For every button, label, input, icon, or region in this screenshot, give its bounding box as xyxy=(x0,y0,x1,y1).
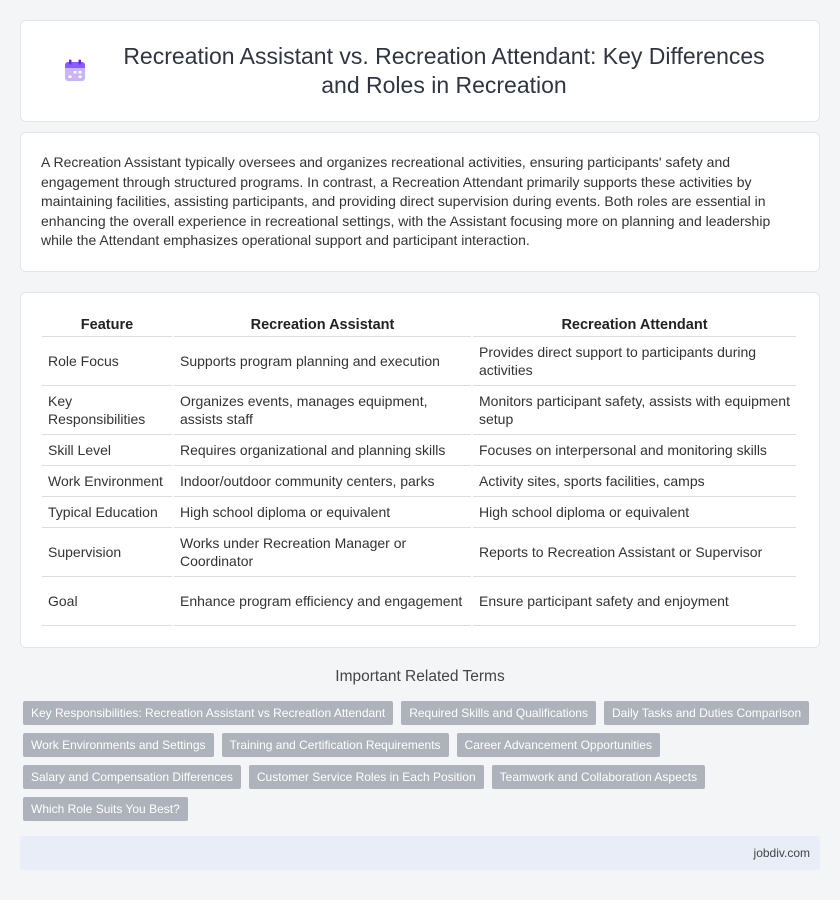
table-cell: Supports program planning and execution xyxy=(174,337,471,386)
table-row xyxy=(42,337,796,386)
table-cell: High school diploma or equivalent xyxy=(473,497,796,528)
related-terms-tags xyxy=(23,701,823,829)
table-row xyxy=(42,497,796,528)
related-terms-title: Important Related Terms xyxy=(335,668,505,685)
table-cell: Work Environment xyxy=(42,466,172,497)
table-row xyxy=(42,386,796,435)
table-cell: High school diploma or equivalent xyxy=(174,497,471,528)
table-row xyxy=(42,577,796,626)
table-cell: Reports to Recreation Assistant or Supervisor xyxy=(473,528,796,577)
table-cell: Focuses on interpersonal and monitoring skills xyxy=(473,435,796,466)
table-row xyxy=(42,466,796,497)
table-cell: Organizes events, manages equipment, assists staff xyxy=(174,386,471,435)
table-cell: Role Focus xyxy=(42,337,172,386)
table-cell: Provides direct support to participants during activities xyxy=(473,337,796,386)
summary-text: A Recreation Assistant typically oversees and organizes recreational activities, ensuring participants' safety and engagement through structured programs. In contrast, a Recreation Attendant primarily supports these activities by maintaining facilities, assisting participants, and providing direct supervision during events. Both roles are essential in enhancing the overall experience in recreational settings, with the Assistant focusing more on planning and leadership while the Attendant emphasizes operational support and participant interaction. xyxy=(41,154,771,248)
related-term-tag[interactable]: Required Skills and Qualifications xyxy=(401,701,596,725)
related-term-tag[interactable]: Salary and Compensation Differences xyxy=(23,765,241,789)
related-term-tag[interactable]: Daily Tasks and Duties Comparison xyxy=(604,701,809,725)
summary-card xyxy=(20,132,820,272)
table-cell: Skill Level xyxy=(42,435,172,466)
related-term-tag[interactable]: Customer Service Roles in Each Position xyxy=(249,765,484,789)
column-header: Recreation Attendant xyxy=(473,313,796,337)
table-header-row xyxy=(42,313,796,337)
table-cell: Typical Education xyxy=(42,497,172,528)
column-header: Feature xyxy=(42,313,172,337)
footer xyxy=(20,836,820,870)
related-term-tag[interactable]: Work Environments and Settings xyxy=(23,733,214,757)
table-cell: Indoor/outdoor community centers, parks xyxy=(174,466,471,497)
related-term-tag[interactable]: Which Role Suits You Best? xyxy=(23,797,188,821)
table-row xyxy=(42,528,796,577)
related-term-tag[interactable]: Training and Certification Requirements xyxy=(222,733,449,757)
table-cell: Supervision xyxy=(42,528,172,577)
related-term-tag[interactable]: Career Advancement Opportunities xyxy=(457,733,660,757)
table-cell: Works under Recreation Manager or Coordinator xyxy=(174,528,471,577)
table-cell: Requires organizational and planning skills xyxy=(174,435,471,466)
footer-site-link[interactable]: jobdiv.com xyxy=(753,846,810,860)
page-title: Recreation Assistant vs. Recreation Attendant: Key Differences and Roles in Recreation xyxy=(123,43,765,98)
related-term-tag[interactable]: Key Responsibilities: Recreation Assistant vs Recreation Attendant xyxy=(23,701,393,725)
table-cell: Goal xyxy=(42,577,172,626)
related-term-tag[interactable]: Teamwork and Collaboration Aspects xyxy=(492,765,705,789)
table-cell: Activity sites, sports facilities, camps xyxy=(473,466,796,497)
calendar-icon xyxy=(61,57,89,85)
header-card xyxy=(20,20,820,122)
table-row xyxy=(42,435,796,466)
column-header: Recreation Assistant xyxy=(174,313,471,337)
table-cell: Ensure participant safety and enjoyment xyxy=(473,577,796,626)
comparison-card xyxy=(20,292,820,648)
table-cell: Enhance program efficiency and engagement xyxy=(174,577,471,626)
table-cell: Key Responsibilities xyxy=(42,386,172,435)
comparison-table xyxy=(40,313,798,626)
table-cell: Monitors participant safety, assists with equipment setup xyxy=(473,386,796,435)
